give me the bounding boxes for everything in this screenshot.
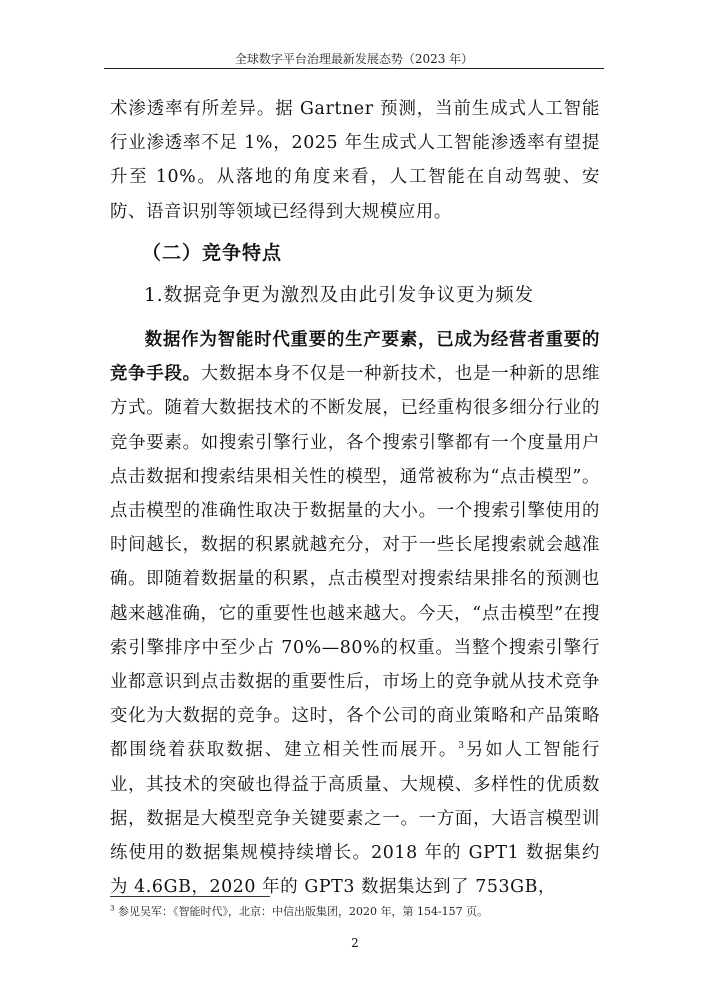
page-number: 2 — [351, 936, 359, 950]
footnote-reference[interactable]: 3 — [458, 741, 465, 752]
paragraph-2-body: 大数据本身不仅是一种新技术，也是一种新的思维方式。随着大数据技术的不断发展，已经重构很多细分行业的竞争要素。如搜索引擎行业，各个搜索引擎都有一个度量用户点击数据和搜索结果相关性的模型，通常被称为“点击模型”。点击模型的准确性取决于数据量的大小。一个搜索引擎使用的时间越长，数据的积累就越充分，对于一些长尾搜索就会越准确。即随着数据量的积累，点击模型对搜索结果排名的预测也越来越准确，它的重要性也越来越大。今天，“点击模型”在搜索引擎排序中至少占 70%—80%的权重。当整个搜索引擎行业都意识到点击数据的重要性后，市场上的竞争就从技术竞争变化为大数据的竞争。这时，各个公司的商业策略和产品策略都围绕着获取数据、建立相关性而展开。 — [110, 364, 600, 761]
footnote-rule — [110, 896, 270, 897]
paragraph-2-lead: 数据作为智能时代重要的生产要素，已成为经营者重要的竞争手段。 — [110, 330, 600, 385]
header-rule — [104, 68, 604, 69]
footnote — [110, 903, 488, 919]
subsection-heading: 1.数据竞争更为激烈及由此引发争议更为频发 — [144, 285, 535, 306]
paragraph-1: 术渗透率有所差异。据 Gartner 预测，当前生成式人工智能行业渗透率不足 1%，2025 年生成式人工智能渗透率有望提升至 10%。从落地的角度来看，人工智能在自动驾驶、安防、语音识别等领域已经得到大规模应用。 — [110, 99, 600, 222]
paragraph-2 — [110, 323, 600, 904]
paragraph-2-continuation: 另如人工智能行业，其技术的突破也得益于高质量、大规模、多样性的优质数据，数据是大模型竞争关键要素之一。一方面，大语言模型训练使用的数据集规模持续增长。2018 年的 GPT1 数据集约为 4.6GB，2020 年的 GPT3 数据集达到了 753GB， — [110, 740, 600, 898]
footnote-text: 参见吴军：《智能时代》，北京：中信出版集团，2020 年，第 154-157 页。 — [117, 905, 489, 918]
section-heading: （二）竞争特点 — [142, 242, 283, 264]
running-header: 全球数字平台治理最新发展态势（2023 年） — [234, 52, 474, 66]
footnote-marker: 3 — [110, 904, 115, 913]
